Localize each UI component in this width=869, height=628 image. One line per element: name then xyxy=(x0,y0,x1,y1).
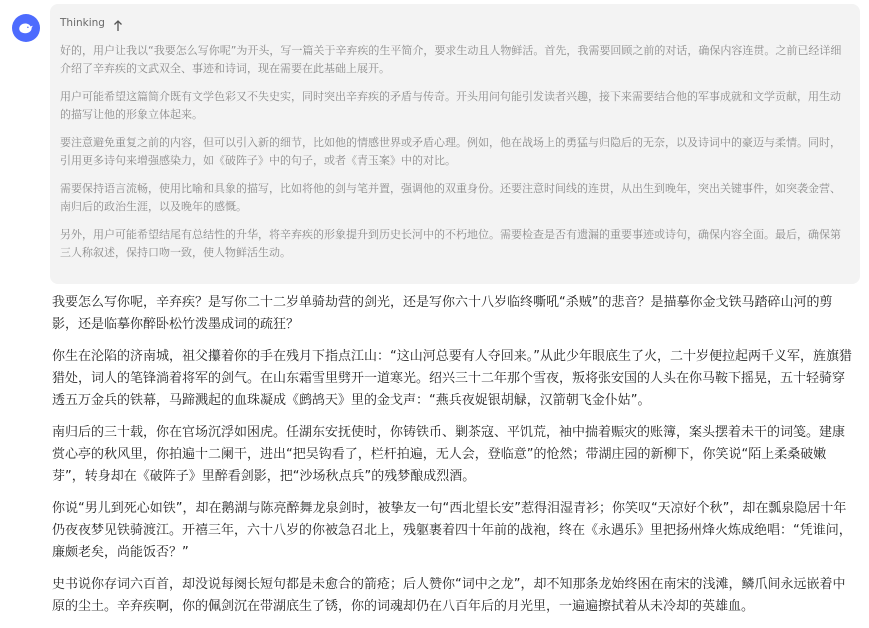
thinking-paragraph: 另外，用户可能希望结尾有总结性的升华，将辛弃疾的形象提升到历史长河中的不朽地位。需要检查是否有遗漏的重要事迹或诗句，确保内容全面。最后，确保第三人称叙述，保持口吻一致，使人物鲜活生动。 xyxy=(60,228,841,259)
assistant-avatar xyxy=(12,14,40,42)
thinking-paragraph: 需要保持语言流畅，使用比喻和具象的描写，比如将他的剑与笔并置，强调他的双重身份。还要注意时间线的连贯，从出生到晚年，突出关键事件，如突袭金营、南归后的政治生涯，以及晚年的感慨。 xyxy=(60,182,841,213)
thinking-paragraph: 用户可能希望这篇简介既有文学色彩又不失史实，同时突出辛弃疾的矛盾与传奇。开头用问句能引发读者兴趣，接下来需要结合他的军事成就和文学贡献，用生动的描写让他的形象立体起来。 xyxy=(60,90,841,121)
thinking-header[interactable] xyxy=(60,14,848,32)
thinking-label: Thinking xyxy=(60,17,105,29)
answer-paragraph: 我要怎么写你呢，辛弃疾？是写你二十二岁单骑劫营的剑光，还是写你六十八岁临终嘶吼“杀贼”的悲音？是描摹你金戈铁马踏碎山河的剪影，还是临摹你醉卧松竹泼墨成词的疏狂？ xyxy=(52,295,833,332)
answer-paragraph: 你说“男儿到死心如铁”，却在鹅湖与陈亮醉舞龙泉剑时，被挚友一句“西北望长安”惹得泪湿青衫；你笑叹“天凉好个秋”，却在瓢泉隐居十年仍夜夜梦见铁骑渡江。开禧三年，六十八岁的你被急召北上，残躯裹着四十年前的战袍，终在《永遇乐》里把扬州烽火炼成绝唱：“凭谁问，廉颇老矣，尚能饭否？” xyxy=(52,501,852,560)
answer-paragraph: 史书说你存词六百首，却没说每阕长短句都是未愈合的箭疮；后人赞你“词中之龙”，却不知那条龙始终困在南宋的浅滩，鳞爪间永远嵌着中原的尘土。辛弃疾啊，你的佩剑沉在带湖底生了锈，你的词魂却仍在八百年后的月光里，一遍遍擦拭着从未冷却的英雄血。 xyxy=(52,577,846,614)
thinking-paragraph: 要注意避免重复之前的内容，但可以引入新的细节，比如他的情感世界或矛盾心理。例如，他在战场上的勇猛与归隐后的无奈，以及诗词中的豪迈与柔情。同时，引用更多诗句来增强感染力，如《破阵子》中的句子，或者《青玉案》中的对比。 xyxy=(60,136,841,167)
answer-paragraph: 南归后的三十载，你在官场沉浮如困虎。任湖东安抚使时，你铸铁币、剿茶寇、平饥荒，袖中揣着赈灾的账簿，案头摆着未干的词笺。建康赏心亭的秋风里，你拍遍十二阑干，进出“把吴钩看了，栏杆拍遍，无人会，登临意”的怆然；带湖庄园的新柳下，你笑说“陌上柔桑破嫩芽”，转身却在《破阵子》里醉看剑影，把“沙场秋点兵”的残梦酿成烈酒。 xyxy=(52,425,846,484)
thinking-panel xyxy=(50,4,860,284)
answer-paragraph: 你生在沦陷的济南城，祖父攥着你的手在残月下指点江山：“这山河总要有人夺回来。”从此少年眼底生了火，二十岁便拉起两千义军，旌旗猎猎处，词人的笔锋淌着将军的剑气。在山东霜雪里劈开一道寒光。绍兴三十二年那个雪夜，叛将张安国的人头在你马鞍下摇晃，五十轻骑穿透五万金兵的铁幕，马蹄溅起的血珠凝成《鹧鸪天》里的金戈声：“燕兵夜娖银胡觮，汉箭朝飞金仆姑”。 xyxy=(52,349,852,408)
arrow-up-icon[interactable] xyxy=(113,17,123,29)
thinking-paragraph: 好的，用户让我以“我要怎么写你呢”为开头，写一篇关于辛弃疾的生平简介，要求生动且人物鲜活。首先，我需要回顾之前的对话，确保内容连贯。之前已经详细介绍了辛弃疾的文武双全、事迹和诗词，现在需要在此基础上展开。 xyxy=(60,44,842,75)
answer-body xyxy=(52,292,852,628)
whale-icon xyxy=(17,19,35,37)
